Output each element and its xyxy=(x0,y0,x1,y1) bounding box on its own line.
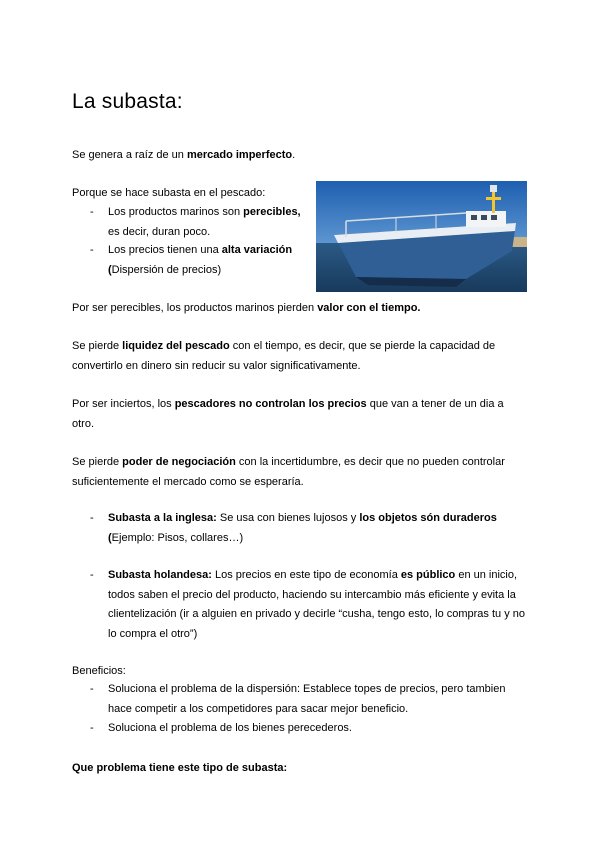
list-dash: - xyxy=(90,512,94,524)
list-item-beneficio: Soluciona el problema de la dispersión: Establece topes de precios, pero tambien hace competir a los competidores para sacar mejor beneficio. xyxy=(108,683,506,715)
list-item-subasta-holandesa xyxy=(108,566,528,644)
list-dash: - xyxy=(90,722,94,734)
list-dash: - xyxy=(90,683,94,695)
text-run: Se genera a raíz de un xyxy=(72,149,187,161)
text-run: con la incertidumbre, es decir que no pueden controlar suficientemente el mercado como se esperaría. xyxy=(72,456,505,488)
text-run: en un inicio, todos saben el precio del producto, haciendo su intercambio más eficiente y evita la clientelización (ir a alguien en privado y decirle “cusha, tengo esto, lo compras tu y no lo compra el otro”) xyxy=(108,569,526,640)
text-run: . xyxy=(292,149,296,161)
inciertos-paragraph xyxy=(72,394,528,434)
text-run: es decir, duran poco. xyxy=(108,225,211,238)
text-run: Por ser inciertos, los xyxy=(72,398,175,410)
text-run: Los precios tienen una xyxy=(108,244,222,256)
list-item xyxy=(108,241,308,280)
text-run: Los productos marinos son xyxy=(108,206,244,218)
list-dash: - xyxy=(90,244,94,256)
list-item xyxy=(108,203,308,242)
reasons-heading: Porque se hace subasta en el pescado: xyxy=(72,187,266,199)
bold-text: perecibles, xyxy=(243,206,301,218)
text-run: Dispersión de precios) xyxy=(111,263,222,276)
bold-text: mercado imperfecto xyxy=(186,149,293,161)
list-item-subasta-inglesa xyxy=(108,509,528,548)
fishing-boat-photo xyxy=(316,181,527,292)
beneficios-heading: Beneficios: xyxy=(72,665,126,677)
bold-text: valor con el tiempo. xyxy=(317,302,421,314)
bold-text: alta variación ( xyxy=(108,244,293,276)
perecibles-paragraph xyxy=(72,298,528,318)
bold-text: liquidez del pescado xyxy=(122,340,230,352)
bold-text: Subasta holandesa: xyxy=(108,569,212,581)
bold-text: Que problema tiene este tipo de subasta: xyxy=(72,762,288,774)
text-run: Se pierde xyxy=(72,456,123,468)
bold-text: es público xyxy=(400,569,456,581)
list-item-beneficio: Soluciona el problema de los bienes perecederos. xyxy=(108,722,352,734)
list-dash: - xyxy=(90,569,94,581)
page-title: La subasta: xyxy=(72,90,183,113)
text-run: Se pierde xyxy=(72,340,123,352)
text-run: Se usa con bienes lujosos y xyxy=(216,512,360,524)
problema-heading xyxy=(72,758,528,778)
text-run: con el tiempo, es decir, que se pierde la capacidad de convertirlo en dinero sin reducir su valor significativamente. xyxy=(72,340,496,372)
text-run: que van a tener de un dia a otro. xyxy=(72,398,504,430)
bold-text: pescadores no controlan los precios xyxy=(174,398,367,410)
bold-text: poder de negociación xyxy=(122,456,236,468)
bold-text: Subasta a la inglesa: xyxy=(108,512,217,524)
list-dash: - xyxy=(90,206,94,218)
negociacion-paragraph xyxy=(72,452,528,492)
liquidez-paragraph xyxy=(72,336,528,376)
text-run: Ejemplo: Pisos, collares…) xyxy=(111,531,244,544)
text-run: Por ser perecibles, los productos marinos pierden xyxy=(72,302,318,314)
bold-text: los objetos són duraderos ( xyxy=(108,512,497,544)
intro-paragraph xyxy=(72,145,528,165)
text-run: Los precios en este tipo de economía xyxy=(211,569,401,581)
